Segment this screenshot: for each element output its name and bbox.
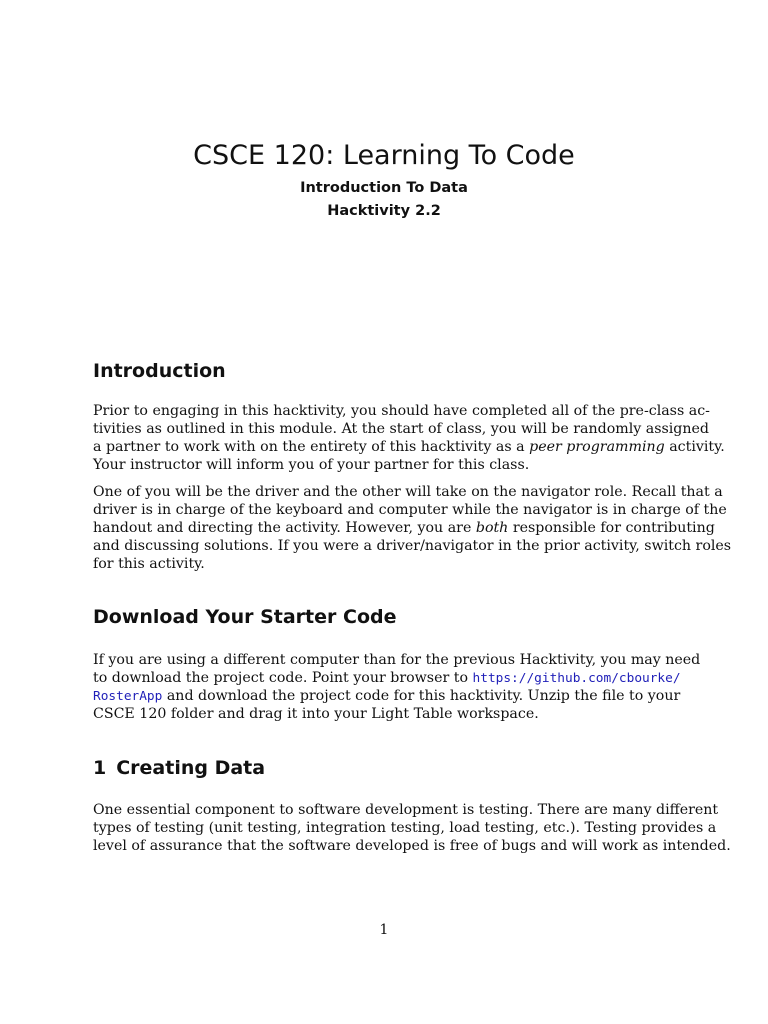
section-title: Creating Data [116, 757, 266, 779]
repo-link-continued[interactable]: RosterApp [93, 688, 163, 704]
download-heading: Download Your Starter Code [93, 606, 397, 628]
text-line: types of testing (unit testing, integration testing, load testing, etc.). Testing provides a [93, 819, 717, 836]
activity-label: Hacktivity 2.2 [327, 203, 441, 219]
text-line: to download the project code. Point your browser to https://github.com/cbourke/ [93, 669, 681, 686]
text-line: tivities as outlined in this module. At the start of class, you will be randomly assigned [93, 420, 710, 437]
introduction-paragraph-2 [93, 484, 732, 574]
text-line: CSCE 120 folder and drag it into your Light Table workspace. [93, 705, 539, 722]
document-title: CSCE 120: Learning To Code [193, 140, 575, 171]
text-line: a partner to work with on the entirety of this hacktivity as a peer programming activity. [93, 438, 725, 455]
emphasis-peer-programming: peer programming [529, 438, 665, 455]
introduction-heading: Introduction [93, 360, 226, 382]
text-line: for this activity. [93, 555, 205, 572]
text-line: and discussing solutions. If you were a driver/navigator in the prior activity, switch roles [93, 537, 732, 554]
creating-data-heading [93, 755, 265, 781]
creating-data-paragraph [93, 802, 731, 856]
page-number: 1 [379, 922, 389, 938]
text-line: Your instructor will inform you of your partner for this class. [93, 456, 530, 473]
introduction-paragraph-1 [93, 403, 725, 475]
repo-link[interactable]: https://github.com/cbourke/ [472, 670, 681, 686]
section-number: 1 [93, 757, 107, 779]
text-line: If you are using a different computer than for the previous Hacktivity, you may need [93, 652, 701, 668]
download-paragraph [93, 652, 701, 724]
text-line: level of assurance that the software developed is free of bugs and will work as intended. [93, 837, 731, 854]
emphasis-both: both [475, 519, 509, 536]
text-line: RosterApp and download the project code for this hacktivity. Unzip the file to your [93, 687, 681, 704]
text-line: One essential component to software development is testing. There are many different [93, 802, 719, 818]
text-line: driver is in charge of the keyboard and computer while the navigator is in charge of the [93, 501, 727, 518]
text-line: Prior to engaging in this hacktivity, you should have completed all of the pre-class ac- [93, 403, 710, 419]
document-subtitle: Introduction To Data [300, 180, 468, 196]
text-line: One of you will be the driver and the other will take on the navigator role. Recall that a [93, 484, 723, 500]
text-line: handout and directing the activity. However, you are both responsible for contributing [93, 519, 715, 536]
